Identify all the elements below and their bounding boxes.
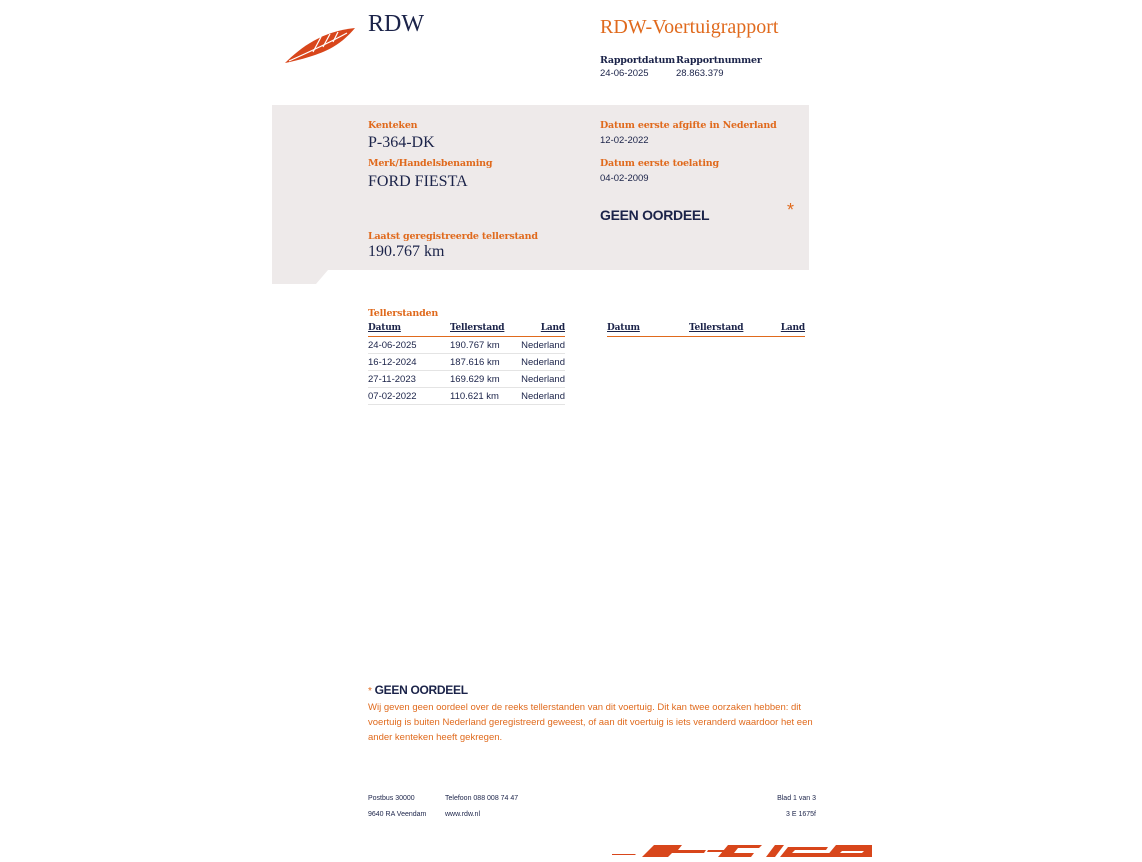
table-header-row (607, 322, 805, 337)
footer-postbus: Postbus 30000 (368, 795, 415, 802)
decorative-stripes-icon (612, 841, 872, 857)
row-date: 16-12-2024 (368, 354, 450, 371)
row-country: Nederland (520, 371, 565, 388)
license-plate: P-364-DK (368, 134, 435, 151)
first-admission-label: Datum eerste toelating (600, 158, 719, 169)
footer-phone: Telefoon 088 008 74 47 (445, 795, 519, 802)
col-country: Land (759, 322, 805, 337)
footnote-body: Wij geven geen oordeel over de reeks tellerstanden van dit voertuig. Dit kan twee oorzaken hebben: dit voertuig is buiten Nederland geregistreerd geweest, of aan dit voertuig is iets veranderd waardoor het een ander kenteken heeft gekregen. (368, 702, 813, 743)
decorative-stripes (612, 841, 872, 857)
odometer-table-right (607, 322, 805, 337)
table-header-row (368, 322, 565, 337)
report-number-label: Rapportnummer (676, 55, 762, 66)
row-country: Nederland (520, 388, 565, 405)
odometer-section-title: Tellerstanden (368, 308, 439, 319)
row-odometer: 190.767 km (450, 337, 520, 354)
footnote-marker: * (368, 686, 372, 697)
report-title: RDW-Voertuigrapport (600, 16, 779, 38)
first-registration-nl-value: 12-02-2022 (600, 135, 649, 146)
col-date: Datum (607, 322, 689, 337)
footnote-title-text: GEEN OORDEEL (374, 683, 468, 697)
footer-document-code: 3 E 1675f (786, 811, 816, 818)
row-date: 27-11-2023 (368, 371, 450, 388)
col-country: Land (520, 322, 565, 337)
table-row (368, 388, 565, 405)
rdw-feather-logo-icon (283, 25, 357, 65)
verdict-footnote-marker: * (787, 200, 795, 220)
vehicle-summary-panel (272, 105, 809, 284)
footer-website: www.rdw.nl (445, 811, 481, 818)
row-odometer: 169.629 km (450, 371, 520, 388)
col-date: Datum (368, 322, 450, 337)
col-odometer: Tellerstand (450, 322, 520, 337)
footnote-title (368, 683, 468, 697)
odometer-table-left (368, 322, 565, 405)
row-country: Nederland (520, 337, 565, 354)
row-date: 07-02-2022 (368, 388, 450, 405)
report-date: 24-06-2025 (600, 68, 649, 79)
table-row (368, 337, 565, 354)
footer-page-number: Blad 1 van 3 (777, 795, 816, 802)
vehicle-make: FORD FIESTA (368, 173, 468, 190)
row-odometer: 187.616 km (450, 354, 520, 371)
make-label: Merk/Handelsbenaming (368, 158, 493, 169)
logo-text: RDW (368, 11, 424, 37)
report-number: 28.863.379 (676, 68, 724, 79)
row-odometer: 110.621 km (450, 388, 520, 405)
plate-label: Kenteken (368, 120, 418, 131)
footer-address: 9640 RA Veendam (368, 811, 427, 818)
table-row (368, 354, 565, 371)
row-country: Nederland (520, 354, 565, 371)
first-admission-value: 04-02-2009 (600, 173, 649, 184)
col-odometer: Tellerstand (689, 322, 759, 337)
verdict: GEEN OORDEEL (600, 207, 710, 223)
report-date-label: Rapportdatum (600, 55, 676, 66)
table-row (368, 371, 565, 388)
row-date: 24-06-2025 (368, 337, 450, 354)
odometer-label: Laatst geregistreerde tellerstand (368, 231, 538, 242)
last-odometer-value: 190.767 km (368, 243, 445, 260)
first-registration-nl-label: Datum eerste afgifte in Nederland (600, 120, 777, 131)
rdw-logo (283, 25, 357, 65)
